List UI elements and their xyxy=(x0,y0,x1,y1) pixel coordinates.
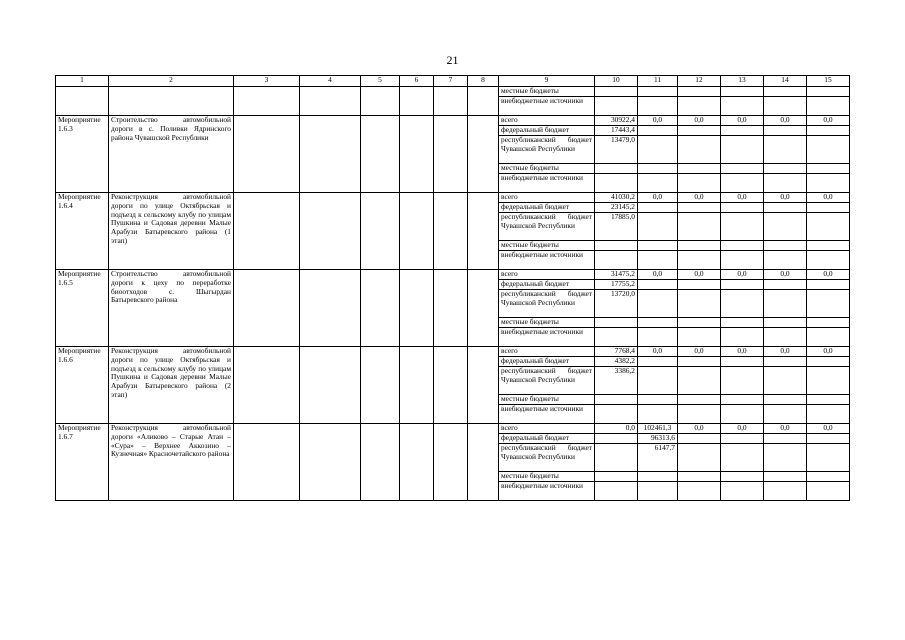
funding-value xyxy=(764,318,807,328)
measure-code: Мероприятие 1.6.4 xyxy=(56,193,109,270)
funding-value xyxy=(638,164,678,174)
funding-value: 0,0 xyxy=(721,424,764,434)
funding-value xyxy=(638,290,678,318)
empty-cell xyxy=(300,347,361,424)
funding-value: 0,0 xyxy=(721,270,764,280)
header-row xyxy=(56,76,850,87)
column-header: 10 xyxy=(595,76,638,87)
funding-value xyxy=(807,126,850,136)
funding-value: 0,0 xyxy=(807,270,850,280)
funding-value: 0,0 xyxy=(638,116,678,126)
funding-value xyxy=(678,136,721,164)
funding-value xyxy=(595,444,638,472)
funding-value xyxy=(764,395,807,405)
funding-value: 0,0 xyxy=(721,193,764,203)
empty-cell xyxy=(300,116,361,193)
funding-value xyxy=(764,97,807,116)
funding-value xyxy=(721,405,764,424)
funding-value xyxy=(595,472,638,482)
funding-value xyxy=(764,328,807,347)
funding-value xyxy=(721,290,764,318)
funding-value xyxy=(638,241,678,251)
column-header: 3 xyxy=(234,76,300,87)
funding-value xyxy=(678,97,721,116)
funding-value: 96313,6 xyxy=(638,434,678,444)
funding-value xyxy=(638,280,678,290)
empty-cell xyxy=(361,270,400,347)
empty-cell xyxy=(434,87,468,116)
table-row xyxy=(56,347,850,357)
funding-value xyxy=(807,241,850,251)
funding-value xyxy=(678,164,721,174)
funding-value: 17443,4 xyxy=(595,126,638,136)
funding-value xyxy=(638,318,678,328)
funding-value xyxy=(595,251,638,270)
funding-value xyxy=(764,405,807,424)
funding-source: федеральный бюджет xyxy=(499,203,595,213)
funding-value: 0,0 xyxy=(595,424,638,434)
empty-cell xyxy=(434,270,468,347)
funding-value: 0,0 xyxy=(638,193,678,203)
funding-value xyxy=(721,395,764,405)
funding-value xyxy=(764,241,807,251)
funding-value xyxy=(678,482,721,501)
table-row xyxy=(56,116,850,126)
funding-source: местные бюджеты xyxy=(499,241,595,251)
funding-source: федеральный бюджет xyxy=(499,280,595,290)
empty-cell xyxy=(361,347,400,424)
column-header: 9 xyxy=(499,76,595,87)
funding-value xyxy=(807,87,850,97)
measure-code: Мероприятие 1.6.7 xyxy=(56,424,109,501)
funding-source: внебюджетные источники xyxy=(499,405,595,424)
funding-value xyxy=(721,444,764,472)
funding-source: республиканский бюджет Чувашской Республики xyxy=(499,367,595,395)
funding-source: всего xyxy=(499,347,595,357)
column-header: 7 xyxy=(434,76,468,87)
funding-value xyxy=(721,434,764,444)
funding-value xyxy=(721,318,764,328)
funding-value: 0,0 xyxy=(721,347,764,357)
funding-value: 0,0 xyxy=(764,424,807,434)
funding-value xyxy=(638,251,678,270)
table-row xyxy=(56,193,850,203)
funding-source: местные бюджеты xyxy=(499,164,595,174)
funding-value xyxy=(595,395,638,405)
funding-value: 0,0 xyxy=(678,424,721,434)
funding-source: всего xyxy=(499,116,595,126)
column-header: 5 xyxy=(361,76,400,87)
funding-value xyxy=(764,290,807,318)
empty-cell xyxy=(434,116,468,193)
empty-cell xyxy=(234,347,300,424)
funding-value xyxy=(721,472,764,482)
funding-value xyxy=(721,126,764,136)
funding-value: 0,0 xyxy=(807,424,850,434)
funding-value xyxy=(807,367,850,395)
funding-value xyxy=(638,203,678,213)
funding-value xyxy=(764,126,807,136)
funding-value xyxy=(678,251,721,270)
funding-value: 4382,2 xyxy=(595,357,638,367)
measure-code: Мероприятие 1.6.6 xyxy=(56,347,109,424)
funding-source: республиканский бюджет Чувашской Республики xyxy=(499,444,595,472)
funding-value: 0,0 xyxy=(678,193,721,203)
funding-value xyxy=(638,213,678,241)
empty-cell xyxy=(400,193,434,270)
funding-source: внебюджетные источники xyxy=(499,251,595,270)
funding-value xyxy=(807,318,850,328)
funding-value xyxy=(807,357,850,367)
funding-value xyxy=(807,280,850,290)
funding-value xyxy=(678,318,721,328)
funding-source: местные бюджеты xyxy=(499,395,595,405)
funding-value xyxy=(721,328,764,347)
funding-value xyxy=(807,174,850,193)
column-header: 4 xyxy=(300,76,361,87)
empty-cell xyxy=(468,116,499,193)
funding-source: федеральный бюджет xyxy=(499,126,595,136)
column-header: 8 xyxy=(468,76,499,87)
funding-value xyxy=(764,434,807,444)
empty-cell xyxy=(468,424,499,501)
funding-value: 13720,0 xyxy=(595,290,638,318)
funding-value xyxy=(807,444,850,472)
table-row xyxy=(56,87,850,97)
funding-value: 0,0 xyxy=(638,347,678,357)
column-header: 1 xyxy=(56,76,109,87)
funding-value xyxy=(764,357,807,367)
funding-value: 102461,3 xyxy=(638,424,678,434)
funding-value xyxy=(807,482,850,501)
funding-value xyxy=(721,174,764,193)
funding-value xyxy=(807,405,850,424)
column-header: 15 xyxy=(807,76,850,87)
funding-value xyxy=(678,444,721,472)
funding-value xyxy=(721,87,764,97)
funding-value xyxy=(807,251,850,270)
funding-value xyxy=(638,395,678,405)
column-header: 13 xyxy=(721,76,764,87)
funding-value xyxy=(638,367,678,395)
empty-cell xyxy=(361,87,400,116)
funding-value xyxy=(721,280,764,290)
funding-value xyxy=(595,482,638,501)
funding-source: внебюджетные источники xyxy=(499,97,595,116)
funding-value xyxy=(721,213,764,241)
funding-value xyxy=(595,434,638,444)
funding-value xyxy=(638,136,678,164)
funding-value xyxy=(721,97,764,116)
funding-value xyxy=(638,328,678,347)
funding-value xyxy=(678,328,721,347)
empty-cell xyxy=(400,347,434,424)
funding-source: местные бюджеты xyxy=(499,87,595,97)
empty-cell xyxy=(400,116,434,193)
empty-cell xyxy=(234,87,300,116)
funding-value: 23145,2 xyxy=(595,203,638,213)
funding-value: 17755,2 xyxy=(595,280,638,290)
funding-value: 0,0 xyxy=(678,270,721,280)
funding-source: республиканский бюджет Чувашской Республики xyxy=(499,136,595,164)
funding-value: 0,0 xyxy=(807,347,850,357)
funding-value: 0,0 xyxy=(807,116,850,126)
funding-value xyxy=(764,136,807,164)
funding-value xyxy=(678,280,721,290)
empty-cell xyxy=(468,347,499,424)
funding-value xyxy=(764,174,807,193)
empty-cell xyxy=(468,193,499,270)
funding-value xyxy=(807,164,850,174)
funding-value: 31475,2 xyxy=(595,270,638,280)
funding-value xyxy=(764,367,807,395)
funding-value: 13479,0 xyxy=(595,136,638,164)
funding-value xyxy=(638,357,678,367)
funding-source: федеральный бюджет xyxy=(499,434,595,444)
funding-value xyxy=(807,290,850,318)
funding-value xyxy=(764,280,807,290)
table-row xyxy=(56,270,850,280)
funding-value xyxy=(638,405,678,424)
funding-source: всего xyxy=(499,193,595,203)
funding-value xyxy=(807,213,850,241)
funding-source: внебюджетные источники xyxy=(499,482,595,501)
funding-source: внебюджетные источники xyxy=(499,328,595,347)
column-header: 2 xyxy=(109,76,234,87)
funding-value xyxy=(638,126,678,136)
funding-value xyxy=(678,203,721,213)
funding-value xyxy=(595,328,638,347)
funding-value xyxy=(595,318,638,328)
funding-value xyxy=(678,395,721,405)
funding-value xyxy=(721,241,764,251)
funding-value xyxy=(678,357,721,367)
funding-value xyxy=(595,87,638,97)
funding-value xyxy=(595,405,638,424)
financing-table xyxy=(55,75,850,501)
funding-value xyxy=(807,434,850,444)
measure-title xyxy=(109,87,234,116)
column-header: 14 xyxy=(764,76,807,87)
funding-value xyxy=(807,395,850,405)
empty-cell xyxy=(234,270,300,347)
empty-cell xyxy=(434,193,468,270)
funding-value: 0,0 xyxy=(764,193,807,203)
funding-value: 0,0 xyxy=(764,347,807,357)
empty-cell xyxy=(234,193,300,270)
measure-title: Строительство автомобильной дороги к цеху по переработке биоотходов с. Шыгырдан Батыревского района xyxy=(109,270,234,347)
funding-value xyxy=(807,328,850,347)
empty-cell xyxy=(434,347,468,424)
funding-value xyxy=(721,203,764,213)
page-number: 21 xyxy=(446,53,459,67)
empty-cell xyxy=(300,193,361,270)
funding-value xyxy=(807,472,850,482)
funding-value xyxy=(764,87,807,97)
funding-value: 0,0 xyxy=(678,347,721,357)
funding-value xyxy=(638,97,678,116)
empty-cell xyxy=(234,116,300,193)
funding-value: 41030,2 xyxy=(595,193,638,203)
measure-title: Реконструкция автомобильной дороги по улице Октябрьская и подъезд к сельскому клубу по улицам Пушкина и Садовая деревни Малые Арабузи Батыревского района (1 этап) xyxy=(109,193,234,270)
funding-value: 6147,7 xyxy=(638,444,678,472)
funding-source: внебюджетные источники xyxy=(499,174,595,193)
empty-cell xyxy=(400,87,434,116)
funding-value xyxy=(678,87,721,97)
empty-cell xyxy=(468,87,499,116)
empty-cell xyxy=(400,424,434,501)
funding-value xyxy=(721,251,764,270)
funding-value xyxy=(595,241,638,251)
funding-value: 17885,0 xyxy=(595,213,638,241)
funding-value xyxy=(678,241,721,251)
funding-value: 0,0 xyxy=(764,116,807,126)
funding-source: местные бюджеты xyxy=(499,472,595,482)
funding-value xyxy=(764,164,807,174)
funding-value: 3386,2 xyxy=(595,367,638,395)
empty-cell xyxy=(434,424,468,501)
funding-value xyxy=(764,213,807,241)
empty-cell xyxy=(468,270,499,347)
funding-value xyxy=(638,482,678,501)
table-row xyxy=(56,424,850,434)
funding-value xyxy=(638,87,678,97)
measure-code: Мероприятие 1.6.3 xyxy=(56,116,109,193)
empty-cell xyxy=(400,270,434,347)
measure-code xyxy=(56,87,109,116)
funding-value: 0,0 xyxy=(638,270,678,280)
funding-value xyxy=(678,405,721,424)
funding-value xyxy=(807,203,850,213)
funding-value: 7768,4 xyxy=(595,347,638,357)
funding-value: 0,0 xyxy=(721,116,764,126)
funding-value xyxy=(595,97,638,116)
funding-value xyxy=(764,472,807,482)
empty-cell xyxy=(300,270,361,347)
funding-value xyxy=(638,472,678,482)
funding-source: федеральный бюджет xyxy=(499,357,595,367)
funding-source: всего xyxy=(499,270,595,280)
funding-value xyxy=(678,434,721,444)
empty-cell xyxy=(361,116,400,193)
funding-value xyxy=(721,482,764,501)
funding-value xyxy=(764,251,807,270)
empty-cell xyxy=(234,424,300,501)
funding-value xyxy=(721,357,764,367)
measure-code: Мероприятие 1.6.5 xyxy=(56,270,109,347)
funding-value: 0,0 xyxy=(678,116,721,126)
funding-value xyxy=(764,203,807,213)
funding-value xyxy=(807,136,850,164)
funding-value xyxy=(764,482,807,501)
measure-title: Строительство автомобильной дороги в с. Поливки Ядринского района Чувашской Республики xyxy=(109,116,234,193)
funding-value xyxy=(595,164,638,174)
funding-value xyxy=(721,367,764,395)
funding-value xyxy=(678,126,721,136)
funding-value: 0,0 xyxy=(807,193,850,203)
column-header: 6 xyxy=(400,76,434,87)
measure-title: Реконструкция автомобильной дороги «Аликово – Старые Атаи – «Сура» – Верхнее Аккозино – Кузнечная» Красночетайского района xyxy=(109,424,234,501)
funding-value xyxy=(721,136,764,164)
funding-source: местные бюджеты xyxy=(499,318,595,328)
funding-value xyxy=(764,444,807,472)
column-header: 12 xyxy=(678,76,721,87)
funding-source: республиканский бюджет Чувашской Республики xyxy=(499,290,595,318)
empty-cell xyxy=(300,87,361,116)
empty-cell xyxy=(361,424,400,501)
funding-value xyxy=(595,174,638,193)
funding-source: республиканский бюджет Чувашской Республики xyxy=(499,213,595,241)
funding-value xyxy=(678,174,721,193)
funding-value: 30922,4 xyxy=(595,116,638,126)
column-header: 11 xyxy=(638,76,678,87)
empty-cell xyxy=(361,193,400,270)
funding-value xyxy=(678,290,721,318)
funding-value xyxy=(678,472,721,482)
funding-value xyxy=(721,164,764,174)
funding-value xyxy=(638,174,678,193)
funding-value: 0,0 xyxy=(764,270,807,280)
funding-value xyxy=(678,367,721,395)
measure-title: Реконструкция автомобильной дороги по улице Октябрьская и подъезд к сельскому клубу по улицам Пушкина и Садовая деревни Малые Арабузи Батыревского района (2 этап) xyxy=(109,347,234,424)
table-body xyxy=(56,76,850,501)
funding-value xyxy=(807,97,850,116)
empty-cell xyxy=(300,424,361,501)
funding-source: всего xyxy=(499,424,595,434)
funding-value xyxy=(678,213,721,241)
